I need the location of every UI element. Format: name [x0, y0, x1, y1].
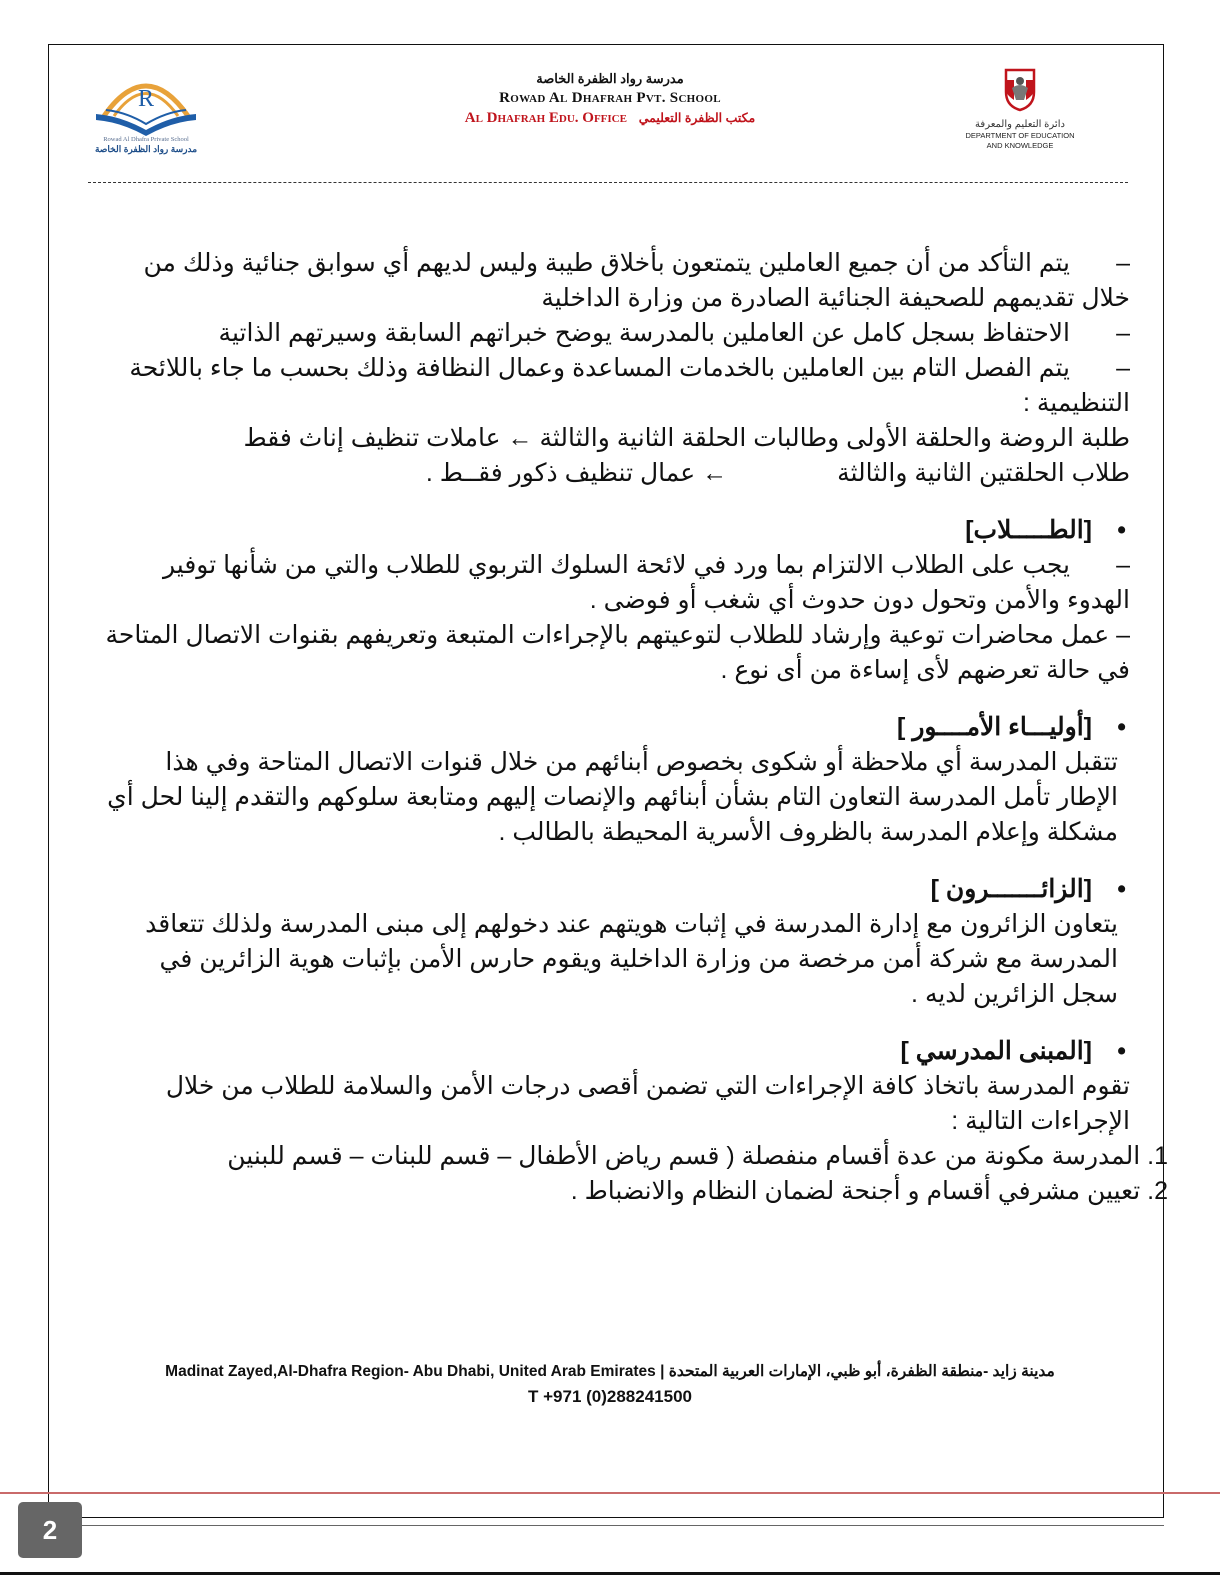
bullet-icon: • — [1117, 875, 1126, 903]
dash-marker: – — [1116, 319, 1130, 347]
adek-caption-en-2: AND KNOWLEDGE — [986, 140, 1054, 150]
adek-caption-en-1: DEPARTMENT OF EDUCATION — [965, 131, 1075, 140]
page-number-badge: 2 — [18, 1502, 82, 1558]
dash-marker: – — [1116, 621, 1130, 649]
office-name-ar: مكتب الظفرة التعليمي — [638, 111, 756, 125]
building-paragraph: تقوم المدرسة باتخاذ كافة الإجراءات التي تضمن أقصى درجات الأمن والسلامة للطلاب من خلال الإجراءات التالية : — [165, 1072, 1130, 1135]
section-heading-students: •[الطـــــلاب] — [100, 513, 1130, 548]
dash-marker: – — [1116, 249, 1130, 277]
dash-marker: – — [1116, 354, 1130, 382]
dash-marker: – — [1116, 551, 1130, 579]
section-heading-visitors: •[الزائـــــــرون ] — [100, 872, 1130, 907]
page-footer — [140, 1360, 1080, 1410]
viewer-bottom-edge — [0, 1572, 1220, 1575]
school-logo — [86, 66, 206, 158]
office-name-en: Al Dhafrah Edu. Office — [464, 110, 627, 126]
staff-item: –يتم التأكد من أن جميع العاملين يتمتعون بأخلاق طيبة وليس لديهم أي سوابق جنائية وذلك من خلال تقديمهم للصحيفة الجنائية الصادرة من وزارة الداخلية — [100, 246, 1130, 316]
building-list-item: 2. تعيين مشرفي أقسام و أجنحة لضمان النظام والانضباط . — [570, 1177, 1168, 1205]
staff-item: –الاحتفاظ بسجل كامل عن العاملين بالمدرسة يوضح خبراتهم السابقة وسيرتهم الذاتية — [100, 316, 1130, 351]
falcon-emblem-icon — [1000, 66, 1040, 112]
cleaning-row: طلبة الروضة والحلقة الأولى وطالبات الحلقة الثانية والثالثة ← عاملات تنظيف إناث فقط — [100, 421, 1130, 456]
adek-logo — [960, 66, 1080, 162]
address-ar: مدينة زايد -منطقة الظفرة، أبو ظبي، الإمارات العربية المتحدة — [668, 1363, 1055, 1380]
page-break-rule — [0, 1492, 1220, 1494]
page-bottom-rule — [82, 1525, 1164, 1526]
footer-phone: T +971 (0)288241500 — [528, 1387, 692, 1406]
staff-item: –يتم الفصل التام بين العاملين بالخدمات المساعدة وعمال النظافة وذلك بحسب ما جاء باللائحة التنظيمية : — [100, 351, 1130, 421]
logo-letter: R — [137, 86, 155, 112]
students-item: –يجب على الطلاب الالتزام بما ورد في لائحة السلوك التربوي للطلاب والتي من شأنها توفير الهدوء والأمن وتحول دون حدوث أي شغب أو فوضى . — [100, 548, 1130, 618]
parents-paragraph: تتقبل المدرسة أي ملاحظة أو شكوى بخصوص أبنائهم من خلال قنوات الاتصال المتاحة وفي هذا الإطار تأمل المدرسة التعاون التام بشأن أبنائهم والإنصات إليهم ومتابعة سلوكهم والتقدم إلينا لحل أي مشكلة وإعلام المدرسة بالظروف الأسرية المحيطة بالطالب . — [107, 748, 1118, 846]
school-book-arch-icon — [86, 66, 206, 136]
document-body — [100, 246, 1168, 1209]
visitors-paragraph: يتعاون الزائرون مع إدارة المدرسة في إثبات هويتهم عند دخولهم إلى مبنى المدرسة ولذلك تتعاقد المدرسة مع شركة أمن مرخصة من وزارة الداخلية ويقوم حارس الأمن بإثبات هوية الزائرين في سجل الزائرين لديه . — [145, 910, 1118, 1008]
building-list-item: 1. المدرسة مكونة من عدة أقسام منفصلة ( قسم رياض الأطفال – قسم للبنات – قسم للبنين — [227, 1142, 1168, 1170]
header-divider — [88, 182, 1128, 183]
students-item: – عمل محاضرات توعية وإرشاد للطلاب لتوعيتهم بالإجراءات المتبعة وتعريفهم بقنوات الاتصال المتاحة في حالة تعرضهم لأى إساءة من أى نوع . — [105, 621, 1130, 684]
letterhead — [400, 70, 820, 128]
school-name-ar: مدرسة رواد الظفرة الخاصة — [536, 71, 684, 86]
arrow-icon: ← — [507, 424, 533, 452]
logo-caption-en: Rowad Al Dhafra Private School — [103, 136, 189, 143]
school-name-en: Rowad Al Dhafrah Pvt. School — [499, 90, 721, 106]
section-heading-building: •[المبنى المدرسي ] — [100, 1034, 1130, 1069]
cleaning-row: طلاب الحلقتين الثانية والثالثة ← عمال تنظيف ذكور فقــط . — [100, 456, 1130, 491]
footer-address — [140, 1360, 1080, 1384]
education-office — [400, 108, 820, 128]
address-en: Madinat Zayed,Al-Dhafra Region- Abu Dhabi, United Arab Emirates — [165, 1363, 656, 1380]
bullet-icon: • — [1117, 1037, 1126, 1065]
adek-caption-ar: دائرة التعليم والمعرفة — [975, 119, 1065, 130]
bullet-icon: • — [1117, 516, 1126, 544]
bullet-icon: • — [1117, 713, 1126, 741]
address-separator: | — [660, 1363, 665, 1380]
arrow-icon: ← — [702, 459, 728, 487]
logo-caption-ar: مدرسة رواد الظفرة الخاصة — [94, 144, 198, 154]
section-heading-parents: •[أوليـــاء الأمــــور ] — [100, 710, 1130, 745]
